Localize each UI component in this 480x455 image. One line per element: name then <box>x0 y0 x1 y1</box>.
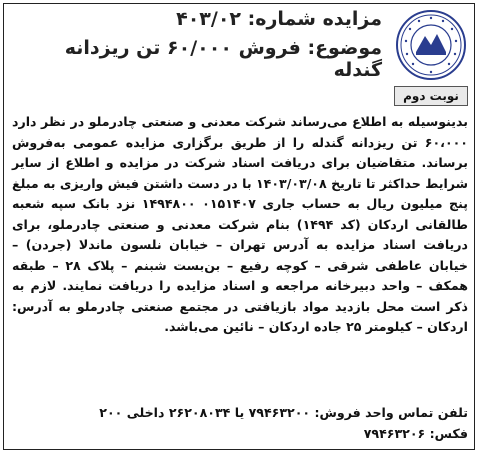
company-emblem-icon <box>398 12 464 78</box>
round-badge: نوبت دوم <box>394 86 468 106</box>
sales-phone-line: تلفن تماس واحد فروش: ۷۹۴۶۳۲۰۰ یا ۲۶۲۰۸۰۳۴ داخلی ۲۰۰ <box>99 405 468 420</box>
company-logo <box>396 10 466 80</box>
contact-info <box>12 403 468 444</box>
notice-body <box>12 112 468 338</box>
auction-notice <box>3 3 475 450</box>
auction-number-title: مزایده شماره: ۴۰۳/۰۲ <box>176 8 382 30</box>
notice-paragraph: بدینوسیله به اطلاع می‌رساند شرکت معدنی و صنعتی چادرملو در نظر دارد ۶۰،۰۰۰ تن ریزدانه گندله را از طریق برگزاری مزایده عمومی به‌فروش برساند. متقاضیان برای دریافت اسناد شرکت در مزایده و اطلاع از سایر شرایط حداکثر تا تاریخ ۱۴۰۳/۰۳/۰۸ با در دست داشتن فیش واریزی به مبلغ پنج میلیون ریال به حساب جاری ۰۱۵۱۴۰۷ ۱۴۹۴۸۰۰ نزد بانک سپه شعبه طالقانی اردکان (کد ۱۴۹۴) بنام شرکت معدنی و صنعتی چادرملو، برای دریافت اسناد مزایده به آدرس تهران – خیابان نلسون ماندلا (جردن) – خیابان عاطفی شرقی – کوچه رفیع – بن‌بست شبنم – پلاک ۲۸ – طبقه همکف – واحد دبیرخانه مراجعه و اسناد مزایده را دریافت نمایند. لازم به ذکر است محل بازدید مواد بازیافتی در مجتمع صنعتی چادرملو به آدرس: اردکان – کیلومتر ۲۵ جاده اردکان – نائین می‌باشد. <box>12 114 468 334</box>
auction-subject-title: موضوع: فروش ۶۰/۰۰۰ تن ریزدانه گندله <box>64 37 382 81</box>
fax-line: فکس: ۷۹۴۶۳۲۰۶ <box>363 425 468 441</box>
